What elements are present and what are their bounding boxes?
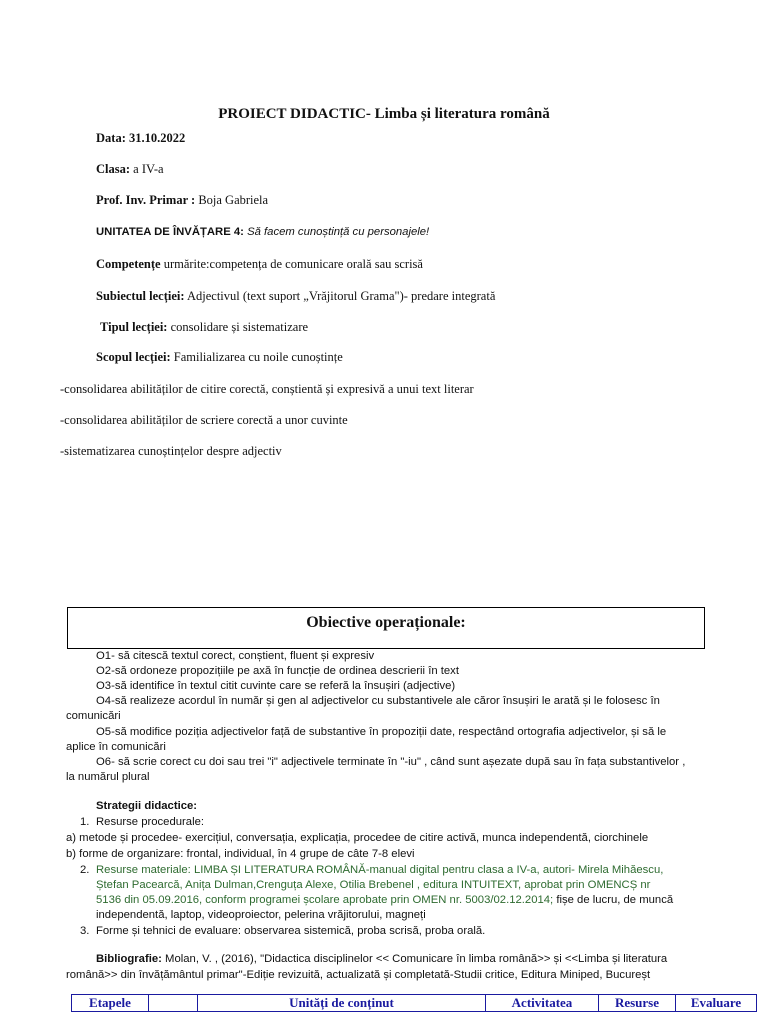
subiectul-value: Adjectivul (text suport „Vrăjitorul Grama")- predare integrată bbox=[186, 289, 496, 303]
resource-1-methods: a) metode și procedee- exercițiul, conversația, explicația, procedee de citire activă, munca independentă, ciorchinele bbox=[66, 832, 649, 844]
objectives-heading: Obiective operaționale: bbox=[306, 614, 466, 631]
resource-2-materials: fișe de lucru, de muncă bbox=[553, 894, 674, 906]
resource-1-title: Resurse procedurale: bbox=[96, 816, 205, 828]
table-header-evaluare: Evaluare bbox=[676, 995, 757, 1012]
scopul-value: Familializarea cu noile cunoștințe bbox=[173, 350, 343, 364]
resource-2-line1: Resurse materiale: LIMBA ȘI LITERATURA ROMÂNĂ-manual digital pentru clasa a IV-a, autori- Mirela Mihăescu, bbox=[96, 864, 664, 876]
bibliografie-text1: Molan, V. , (2016), "Didactica disciplinelor << Comunicare în limba română>> și <<Limba și literatura bbox=[161, 953, 668, 965]
prof-value: Boja Gabriela bbox=[198, 193, 269, 207]
competente-label: Competențe bbox=[96, 257, 161, 271]
prof-line bbox=[96, 193, 268, 208]
objective-o4-cont: comunicări bbox=[66, 710, 121, 722]
objective-o4: O4-să realizeze acordul în număr și gen al adjectivelor cu substantivele ale căror însușiri le arată și le folosesc în bbox=[96, 695, 660, 707]
prof-label: Prof. Inv. Primar : bbox=[96, 193, 196, 207]
clasa-value: a IV-a bbox=[133, 162, 164, 176]
resource-2-line3 bbox=[96, 894, 673, 906]
unitatea-value: Să facem cunoștință cu personajele! bbox=[247, 226, 430, 238]
table-header-empty bbox=[149, 995, 198, 1012]
unitatea-line bbox=[96, 226, 429, 238]
unitatea-label: UNITATEA DE ÎNVĂȚARE 4: bbox=[96, 226, 244, 238]
tipul-line bbox=[100, 320, 308, 335]
tipul-label: Tipul lecției: bbox=[100, 320, 168, 334]
subiectul-label: Subiectul lecției: bbox=[96, 289, 185, 303]
competente-line bbox=[96, 257, 423, 272]
date-value: 31.10.2022 bbox=[128, 131, 186, 145]
date-label: Data: bbox=[96, 131, 126, 145]
resource-3-number: 3. bbox=[80, 925, 90, 937]
objective-o3: O3-să identifice în textul citit cuvinte care se referă la însușiri (adjective) bbox=[96, 680, 456, 692]
table-header-etapele: Etapele bbox=[72, 995, 149, 1012]
objective-o2: O2-să ordoneze propozițiile pe axă în funcție de ordinea descrierii în text bbox=[96, 665, 459, 677]
subiectul-line bbox=[96, 289, 495, 304]
competente-value: urmărite:competența de comunicare orală sau scrisă bbox=[163, 257, 423, 271]
tipul-value: consolidare și sistematizare bbox=[170, 320, 309, 334]
table-header-resurse: Resurse bbox=[599, 995, 676, 1012]
objective-o1: O1- să citescă textul corect, conștient, fluent și expresiv bbox=[96, 650, 375, 662]
table-header-row bbox=[72, 995, 757, 1012]
resource-3-evaluation: Forme și tehnici de evaluare: observarea sistemică, proba scrisă, proba orală. bbox=[96, 925, 486, 937]
resource-1-forms: b) forme de organizare: frontal, individual, în 4 grupe de câte 7-8 elevi bbox=[66, 848, 415, 860]
objective-o6: O6- să scrie corect cu doi sau trei "i" adjectivele terminate în "-iu" , când sunt așezate după sau în fața substantivelor , bbox=[96, 756, 686, 768]
page-title: PROIECT DIDACTIC- Limba și literatura română bbox=[218, 106, 550, 122]
scop-item: -consolidarea abilităților de citire corectă, conștientă și expresivă a unui text literar bbox=[60, 382, 474, 396]
objective-o5-cont: aplice în comunicări bbox=[66, 741, 166, 753]
resource-2-line4: independentă, laptop, videoproiector, pelerina vrăjitorului, magneți bbox=[96, 909, 426, 921]
resource-2-line2: Ștefan Pacearcă, Anița Dulman,Crenguța Alexe, Otilia Brebenel , editura INTUITEXT, aprobat prin OMENCȘ nr bbox=[96, 879, 651, 891]
resource-2-number: 2. bbox=[80, 864, 90, 876]
table-header-unitati: Unități de conținut bbox=[198, 995, 486, 1012]
strategii-heading: Strategii didactice: bbox=[96, 800, 198, 812]
table-header-activitatea: Activitatea bbox=[486, 995, 599, 1012]
scopul-label: Scopul lecției: bbox=[96, 350, 171, 364]
scop-item: -consolidarea abilităților de scriere corectă a unor cuvinte bbox=[60, 413, 348, 427]
date-line bbox=[96, 131, 185, 146]
clasa-line bbox=[96, 162, 164, 177]
lesson-table bbox=[71, 994, 757, 1012]
bibliografie-label: Bibliografie: bbox=[96, 953, 162, 965]
objectives-box bbox=[67, 607, 705, 649]
clasa-label: Clasa: bbox=[96, 162, 131, 176]
scopul-line bbox=[96, 350, 343, 365]
bibliografie-line2: română>> din învățământul primar"-Ediție revizuită, actualizată și completată-Studii critice, Editura Miniped, Bucureșt bbox=[66, 969, 651, 981]
resource-2-approval: 5136 din 05.09.2016, conform programei școlare aprobate prin OMEN nr. 5003/02.12.2014; bbox=[96, 894, 554, 906]
scop-item: -sistematizarea cunoștințelor despre adjectiv bbox=[60, 444, 282, 458]
objective-o5: O5-să modifice poziția adjectivelor față de substantive în propoziții date, respectând ortografia adjectivelor, și să le bbox=[96, 726, 667, 738]
objective-o6-cont: la numărul plural bbox=[66, 771, 150, 783]
bibliografie-line1 bbox=[96, 953, 667, 965]
resource-1-number: 1. bbox=[80, 816, 90, 828]
